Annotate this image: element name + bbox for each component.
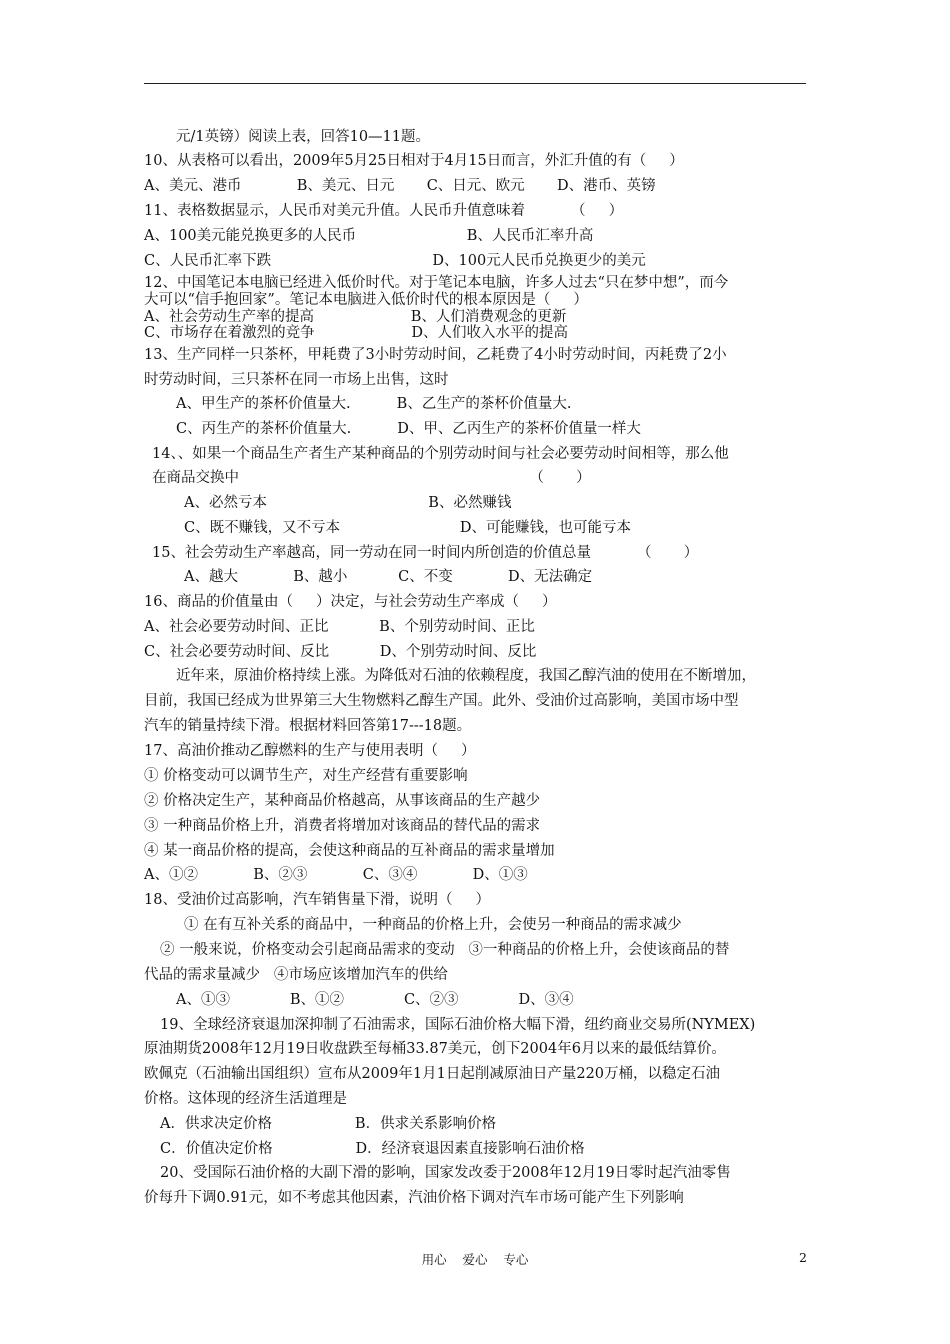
question-20-line2: 价每升下调0.91元，如不考虑其他因素，汽油价格下调对汽车市场可能产生下列影响: [144, 1190, 684, 1206]
question-13-line1: 13、生产同样一只茶杯，甲耗费了3小时劳动时间，乙耗费了4小时劳动时间，丙耗费了2小: [144, 347, 727, 363]
question-12-line1: 12、中国笔记本电脑已经进入低价时代。对于笔记本电脑，许多人过去“只在梦中想”，而今: [144, 275, 729, 291]
statement-18-2: ② 一般来说，价格变动会引起商品需求的变动 ③一种商品的价格上升，会使该商品的替: [160, 942, 730, 958]
options-19-ab: A．供求决定价格 B．供求关系影响价格: [160, 1116, 497, 1132]
options-14-ab: A、必然亏本 B、必然赚钱: [184, 495, 512, 511]
options-17: A、①② B、②③ C、③④ D、①③: [144, 867, 528, 883]
page-number: 2: [799, 1250, 807, 1265]
material-line2: 目前，我国已经成为世界第三大生物燃料乙醇生产国。此外、受油价过高影响，美国市场中型: [144, 693, 739, 709]
question-12-line2: 大可以“信手抱回家”。笔记本电脑进入低价时代的根本原因是（ ）: [144, 292, 588, 308]
question-16: 16、商品的价值量由（ ）决定，与社会劳动生产率成（ ）: [144, 594, 557, 610]
question-13-line2: 时劳动时间，三只茶杯在同一市场上出售，这时: [144, 372, 449, 388]
text-line: 元/1英镑）阅读上表，回答10—11题。: [176, 129, 431, 145]
options-11-cd: C、人民币汇率下跌 D、100元人民币兑换更少的美元: [144, 253, 646, 269]
statement-18-1: ① 在有互补关系的商品中，一种商品的价格上升，会使另一种商品的需求减少: [184, 917, 682, 933]
statement-17-4: ④ 某一商品价格的提高，会使这种商品的互补商品的需求量增加: [144, 843, 555, 859]
question-17: 17、高油价推动乙醇燃料的生产与使用表明（ ）: [144, 743, 476, 759]
options-12-cd: C、市场存在着激烈的竞争 D、人们收入水平的提高: [144, 325, 569, 341]
question-11: 11、表格数据显示，人民币对美元升值。人民币升值意味着 （ ）: [144, 203, 624, 219]
question-19-line2: 原油期货2008年12月19日收盘跌至每桶33.87美元，创下2004年6月以来的最低结算价。: [144, 1041, 726, 1057]
options-10: A、美元、港币 B、美元、日元 C、日元、欧元 D、港币、英镑: [144, 178, 656, 194]
options-18: A、①③ B、①② C、②③ D、③④: [176, 992, 574, 1008]
options-13-cd: C、丙生产的茶杯价值量大. D、甲、乙丙生产的茶杯价值量一样大: [176, 421, 641, 437]
question-10: 10、从表格可以看出，2009年5月25日相对于4月15日而言，外汇升值的有（ ）: [144, 153, 684, 169]
options-16-cd: C、社会必要劳动时间、反比 D、个别劳动时间、反比: [144, 644, 537, 660]
question-18: 18、受油价过高影响，汽车销售量下滑，说明（ ）: [144, 892, 490, 908]
options-15: A、越大 B、越小 C、不变 D、无法确定: [184, 569, 593, 585]
question-14-line1: 14、、如果一个商品生产者生产某种商品的个别劳动时间与社会必要劳动时间相等，那么他: [152, 446, 729, 462]
header-rule: [144, 83, 806, 84]
options-16-ab: A、社会必要劳动时间、正比 B、个别劳动时间、正比: [144, 619, 535, 635]
statement-17-1: ① 价格变动可以调节生产，对生产经营有重要影响: [144, 768, 468, 784]
statement-17-2: ② 价格决定生产，某种商品价格越高，从事该商品的生产越少: [144, 793, 541, 809]
question-19-line4: 价格。这体现的经济生活道理是: [144, 1091, 347, 1107]
page-footer: 用心 爱心 专心: [421, 1252, 529, 1267]
options-19-cd: C．价值决定价格 D．经济衰退因素直接影响石油价格: [160, 1141, 585, 1157]
question-20-line1: 20、受国际石油价格的大副下滑的影响，国家发改委于2008年12月19日零时起汽油零售: [160, 1165, 731, 1181]
options-12-ab: A、社会劳动生产率的提高 B、人们消费观念的更新: [144, 309, 567, 325]
question-19-line3: 欧佩克（石油输出国组织）宣布从2009年1月1日起削减原油日产量220万桶，以稳定石油: [144, 1066, 721, 1082]
question-14-line2: 在商品交换中 （ ）: [152, 470, 591, 486]
options-11-ab: A、100美元能兑换更多的人民币 B、人民币汇率升高: [144, 228, 594, 244]
question-15: 15、社会劳动生产率越高，同一劳动在同一时间内所创造的价值总量 （ ）: [152, 545, 699, 561]
material-line1: 近年来，原油价格持续上涨。为降低对石油的依赖程度，我国乙醇汽油的使用在不断增加，: [176, 668, 756, 684]
material-line3: 汽车的销量持续下滑。根据材料回答第17---18题。: [144, 718, 472, 734]
question-19-line1: 19、全球经济衰退加深抑制了石油需求，国际石油价格大幅下滑，纽约商业交易所(NYMEX): [160, 1017, 756, 1033]
statement-17-3: ③ 一种商品价格上升，消费者将增加对该商品的替代品的需求: [144, 818, 541, 834]
options-14-cd: C、既不赚钱，又不亏本 D、可能赚钱，也可能亏本: [184, 520, 632, 536]
statement-18-3: 代品的需求量减少 ④市场应该增加汽车的供给: [144, 967, 448, 983]
options-13-ab: A、甲生产的茶杯价值量大. B、乙生产的茶杯价值量大.: [176, 396, 572, 412]
